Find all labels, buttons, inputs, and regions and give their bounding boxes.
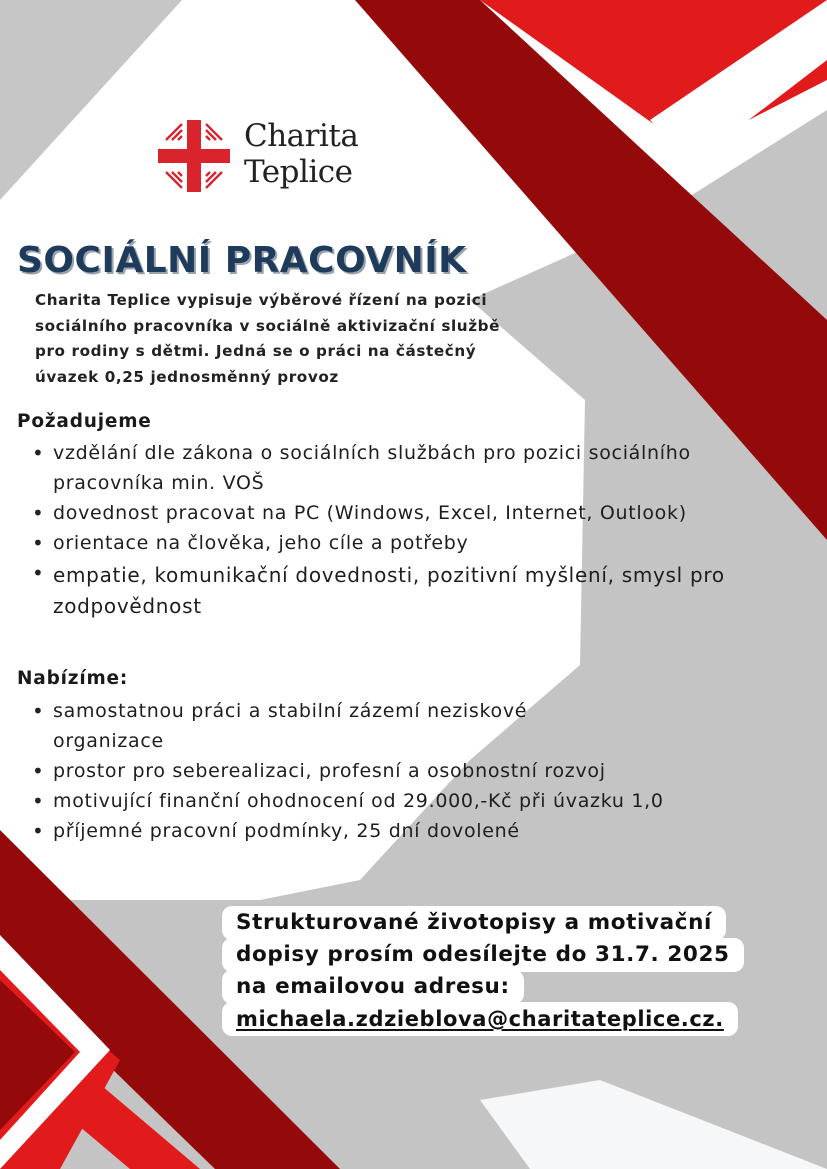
list-item: • orientace na člověka, jeho cíle a potřeby [17, 528, 737, 558]
list-item: • motivující finanční ohodnocení od 29.000,-Kč při úvazku 1,0 [17, 786, 807, 816]
list-item: • empatie, komunikační dovednosti, pozitivní myšlení, smysl pro zodpovědnost [17, 558, 737, 622]
list-item: • dovednost pracovat na PC (Windows, Excel, Internet, Outlook) [17, 498, 737, 528]
caritas-cross-icon [158, 120, 230, 192]
list-item: • vzdělání dle zákona o sociálních službách pro pozici sociálního pracovníka min. VOŠ [17, 438, 737, 498]
list-item: • samostatnou práci a stabilní zázemí neziskové organizace [17, 696, 633, 756]
contact-line-2: dopisy prosím odesílejte do 31.7. 2025 [222, 938, 744, 972]
contact-line-3: na emailovou adresu: [222, 970, 524, 1004]
intro-paragraph: Charita Teplice vypisuje výběrové řízení na pozici sociálního pracovníka v sociálně aktivizační službě pro rodiny s dětmi. Jedná se o práci na částečný úvazek 0,25 jednosměnný provoz [35, 291, 501, 386]
contact-line-1: Strukturované životopisy a motivační [222, 906, 726, 940]
list-item: • prostor pro seberealizaci, profesní a osobnostní rozvoj [17, 756, 807, 786]
requirements-heading: Požadujeme [17, 411, 152, 432]
offer-heading: Nabízíme: [17, 668, 129, 689]
list-item: • příjemné pracovní podmínky, 25 dní dovolené [17, 816, 807, 846]
logo-line-2: Teplice [244, 154, 353, 190]
contact-email-link[interactable]: michaela.zdzieblova@charitateplice.cz. [222, 1002, 738, 1036]
logo-line-1: Charita [244, 118, 359, 154]
requirements-list [17, 438, 737, 622]
charita-logo [158, 118, 378, 198]
logo-wordmark [244, 118, 358, 190]
contact-box [222, 906, 744, 1034]
page-title: SOCIÁLNÍ PRACOVNÍK [17, 240, 467, 281]
offer-list [17, 696, 807, 846]
